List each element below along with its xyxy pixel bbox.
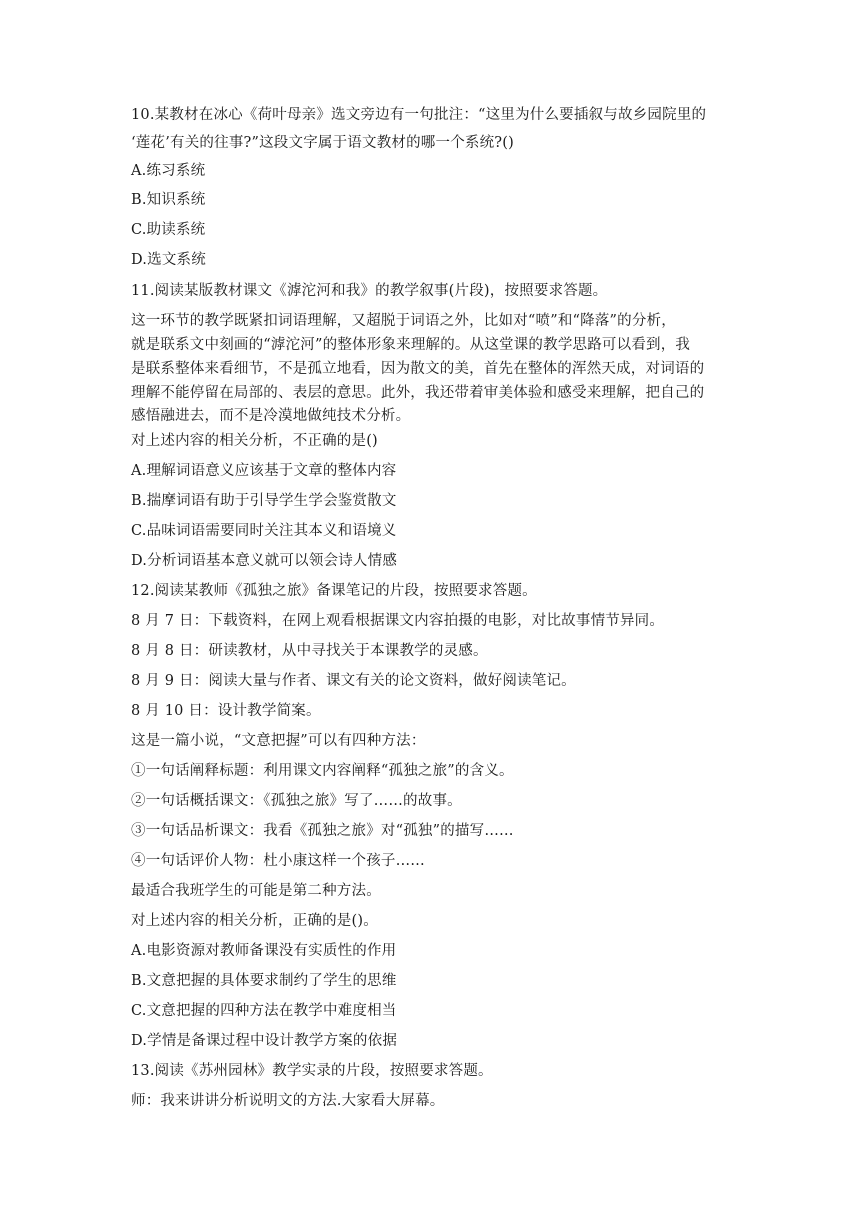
q13-teacher-line: 师：我来讲讲分析说明文的方法.大家看大屏幕。 [131, 1093, 445, 1109]
q11-passage-line-1: 这一环节的教学既紧扣词语理解，又超脱于词语之外，比如对“喷”和“降落”的分析， [131, 313, 676, 329]
q11-passage-line-3: 是联系整体来看细节，不是孤立地看，因为散文的美，首先在整体的浑然天成，对词语的 [131, 361, 705, 377]
q10-option-b: B.知识系统 [131, 192, 206, 208]
q12-note-aug-9: 8 月 9 日：阅读大量与作者、课文有关的论文资料，做好阅读笔记。 [131, 673, 576, 689]
q11-passage-line-5: 感悟融进去，而不是冷漠地做纯技术分析。 [131, 408, 411, 424]
q11-option-a: A.理解词语意义应该基于文章的整体内容 [131, 463, 397, 479]
q11-option-b: B.揣摩词语有助于引导学生学会鉴赏散文 [131, 493, 397, 509]
q11-option-c: C.品味词语需要同时关注其本义和语境义 [131, 523, 397, 539]
q12-prompt: 对上述内容的相关分析，正确的是()。 [131, 913, 378, 929]
q12-note-aug-7: 8 月 7 日：下载资料，在网上观看根据课文内容拍摄的电影，对比故事情节异同。 [131, 613, 665, 629]
q12-note-aug-10: 8 月 10 日：设计教学简案。 [131, 703, 321, 719]
q12-option-a: A.电影资源对教师备课没有实质性的作用 [131, 943, 397, 959]
q11-option-d: D.分析词语基本意义就可以领会诗人情感 [131, 553, 398, 569]
q11-passage-line-4: 理解不能停留在局部的、表层的意思。此外，我还带着审美体验和感受来理解，把自己的 [131, 385, 705, 401]
q12-method-1: ①一句话阐释标题：利用课文内容阐释“孤独之旅”的含义。 [131, 763, 514, 779]
q12-conclusion: 最适合我班学生的可能是第二种方法。 [131, 883, 381, 899]
q13-stem: 13.阅读《苏州园林》教学实录的片段，按照要求答题。 [131, 1063, 493, 1079]
q10-stem-line-2: ‘莲花’有关的往事?”这段文字属于语文教材的哪一个系统?() [131, 135, 514, 151]
q12-option-b: B.文意把握的具体要求制约了学生的思维 [131, 973, 397, 989]
q11-prompt: 对上述内容的相关分析，不正确的是() [131, 433, 378, 449]
q10-option-a: A.练习系统 [131, 163, 206, 179]
q11-passage-line-2: 就是联系文中刻画的“滹沱河”的整体形象来理解的。从这堂课的教学思路可以看到，我 [131, 337, 691, 353]
q10-option-d: D.选文系统 [131, 252, 206, 268]
q12-option-c: C.文意把握的四种方法在教学中难度相当 [131, 1003, 397, 1019]
q12-method-4: ④一句话评价人物：杜小康这样一个孩子…… [131, 853, 425, 869]
q10-option-c: C.助读系统 [131, 222, 206, 238]
q12-method-2: ②一句话概括课文：《孤独之旅》写了……的故事。 [131, 793, 462, 809]
q12-note-aug-8: 8 月 8 日：研读教材，从中寻找关于本课教学的灵感。 [131, 643, 488, 659]
q12-methods-intro: 这是一篇小说，“文意把握”可以有四种方法： [131, 733, 426, 749]
q11-stem: 11.阅读某版教材课文《滹沱河和我》的教学叙事(片段)，按照要求答题。 [131, 283, 608, 299]
q12-method-3: ③一句话品析课文：我看《孤独之旅》对“孤独”的描写…… [131, 823, 514, 839]
q10-stem-line-1: 10.某教材在冰心《荷叶母亲》选文旁边有一句批注：“这里为什么要插叙与故乡园院里的 [131, 107, 707, 123]
q12-stem: 12.阅读某教师《孤独之旅》备课笔记的片段，按照要求答题。 [131, 583, 537, 599]
q12-option-d: D.学情是备课过程中设计教学方案的依据 [131, 1033, 398, 1049]
